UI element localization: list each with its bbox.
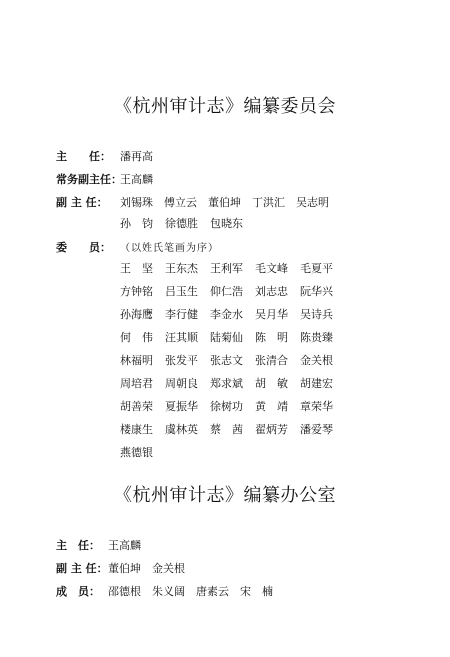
- person-name: 张发平: [165, 354, 198, 367]
- person-name: 朱义阔: [152, 585, 185, 598]
- committee-deputy-row-2: [120, 214, 255, 234]
- person-name: 翟炳芳: [255, 423, 288, 436]
- person-name: 楼康生: [120, 423, 153, 436]
- person-name: 阮华兴: [300, 285, 333, 298]
- person-name: 周培君: [120, 377, 153, 390]
- person-name: 黄 靖: [255, 400, 288, 413]
- person-name: 董伯坤: [208, 196, 241, 209]
- person-name: 何 伟: [120, 331, 153, 344]
- office-members-label: 成 员：: [56, 585, 100, 598]
- members-sort-note: （以姓氏笔画为序）: [120, 243, 219, 254]
- committee-members-row: [56, 238, 219, 258]
- committee-exec-deputy-label: 常务副主任：: [56, 173, 122, 186]
- person-name: 刘志忠: [255, 285, 288, 298]
- person-name: 章荣华: [300, 400, 333, 413]
- member-row: [120, 351, 345, 371]
- person-name: 毛夏平: [300, 262, 333, 275]
- person-name: 邵德根: [108, 585, 141, 598]
- person-name: 陆菊仙: [210, 331, 243, 344]
- person-name: 王高麟: [120, 173, 153, 186]
- person-name: 孙 钧: [120, 217, 153, 230]
- person-name: 吕玉生: [165, 285, 198, 298]
- committee-director-label: 主 任：: [56, 150, 111, 163]
- person-name: 胡善荣: [120, 400, 153, 413]
- person-name: 董伯坤: [108, 562, 141, 575]
- office-director-label: 主 任：: [56, 539, 100, 552]
- person-name: 宋 楠: [240, 585, 273, 598]
- committee-title: 《杭州审计志》编纂委员会: [114, 96, 336, 117]
- person-name: 徐德胜: [165, 217, 198, 230]
- person-name: 吴诗兵: [300, 308, 333, 321]
- member-row: [120, 374, 345, 394]
- person-name: 燕德银: [120, 446, 153, 459]
- member-row: [120, 305, 345, 325]
- member-row: [120, 420, 345, 440]
- office-director-row: [56, 536, 152, 556]
- person-name: 方钟铭: [120, 285, 153, 298]
- committee-members-label: 委 员：: [56, 241, 111, 254]
- person-name: 王 坚: [120, 262, 153, 275]
- person-name: 王高麟: [108, 539, 141, 552]
- committee-deputy-label: 副 主 任：: [56, 196, 108, 209]
- person-name: 郑求斌: [210, 377, 243, 390]
- person-name: 张清合: [255, 354, 288, 367]
- person-name: 胡 敏: [255, 377, 288, 390]
- person-name: 唐素云: [196, 585, 229, 598]
- member-row: [120, 443, 165, 463]
- person-name: 金关根: [152, 562, 185, 575]
- person-name: 吴月华: [255, 308, 288, 321]
- member-row: [120, 397, 345, 417]
- person-name: 李行健: [165, 308, 198, 321]
- person-name: 毛文峰: [255, 262, 288, 275]
- person-name: 徐树功: [210, 400, 243, 413]
- person-name: 刘锡珠: [120, 196, 153, 209]
- committee-director-row: [56, 147, 164, 167]
- person-name: 李金水: [210, 308, 243, 321]
- person-name: 胡建宏: [300, 377, 333, 390]
- office-deputy-label: 副 主 任：: [56, 562, 108, 575]
- office-members-row: [56, 582, 284, 602]
- person-name: 潘再高: [120, 150, 153, 163]
- person-name: 张志文: [210, 354, 243, 367]
- member-row: [120, 328, 345, 348]
- person-name: 王利军: [210, 262, 243, 275]
- person-name: 林福明: [120, 354, 153, 367]
- committee-deputy-row: [56, 193, 340, 213]
- person-name: 夏振华: [165, 400, 198, 413]
- person-name: 陈 明: [255, 331, 288, 344]
- person-name: 仰仁浩: [210, 285, 243, 298]
- person-name: 汪其顺: [165, 331, 198, 344]
- office-title: 《杭州审计志》编纂办公室: [114, 485, 336, 506]
- person-name: 丁洪汇: [252, 196, 285, 209]
- member-row: [120, 282, 345, 302]
- person-name: 吴志明: [296, 196, 329, 209]
- committee-exec-deputy-row: [56, 170, 164, 190]
- member-row: [120, 259, 345, 279]
- person-name: 蔡 茜: [210, 423, 243, 436]
- office-deputy-row: [56, 559, 196, 579]
- person-name: 孙海鹰: [120, 308, 153, 321]
- person-name: 包晓东: [210, 217, 243, 230]
- person-name: 傅立云: [164, 196, 197, 209]
- person-name: 周朝良: [165, 377, 198, 390]
- person-name: 金关根: [300, 354, 333, 367]
- person-name: 虞林英: [165, 423, 198, 436]
- person-name: 陈贵臻: [300, 331, 333, 344]
- person-name: 王东杰: [165, 262, 198, 275]
- person-name: 潘爱琴: [300, 423, 333, 436]
